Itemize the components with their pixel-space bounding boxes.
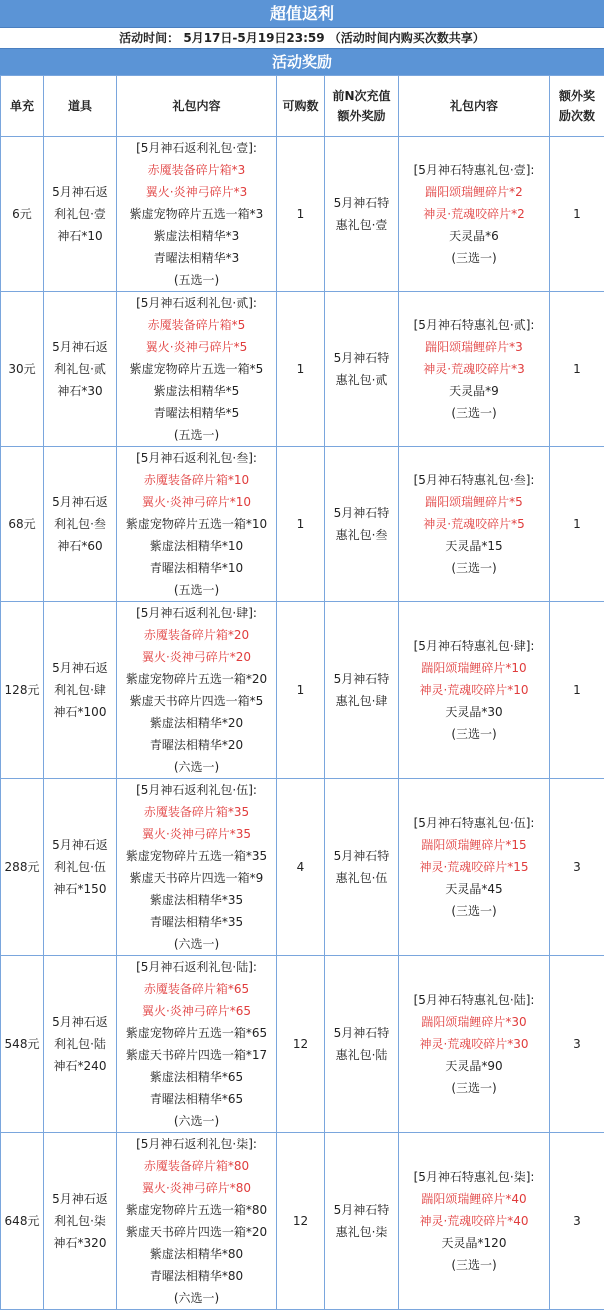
extra-gift-line: (三选一) (451, 904, 497, 918)
gift-line: 翼火·炎神弓碎片*5 (145, 340, 248, 354)
gift-line: [5月神石返利礼包·叁]: (136, 451, 257, 465)
header-limit: 可购数 (277, 76, 325, 137)
gift-line: 赤魇装备碎片箱*80 (143, 1159, 250, 1173)
extra-gift-line: [5月神石特惠礼包·陆]: (413, 993, 535, 1007)
extra-reward (325, 292, 399, 447)
item-line: 5月神石返 (52, 838, 108, 852)
extra-times: 3 (550, 779, 604, 956)
extra-gift-line: (三选一) (451, 406, 497, 420)
gift-line: (五选一) (173, 273, 220, 287)
item-line: 神石*100 (53, 705, 107, 719)
gift-line: 紫虚法相精华*5 (153, 384, 240, 398)
gift-line: 青曜法相精华*10 (149, 561, 244, 575)
extra-reward (325, 956, 399, 1133)
extra-gift-line: [5月神石特惠礼包·贰]: (413, 318, 535, 332)
extra-gift-line: 踹阳颂瑞鲤碎片*10 (421, 661, 527, 675)
extra-gift-line: (三选一) (451, 1258, 497, 1272)
gift-line: 赤魇装备碎片箱*35 (143, 805, 250, 819)
extra-gift-line: [5月神石特惠礼包·叁]: (413, 473, 535, 487)
gift-line: 紫虚宠物碎片五选一箱*35 (125, 849, 268, 863)
header-times-line: 额外奖 (558, 89, 595, 103)
item-line: 利礼包·叁 (54, 517, 106, 531)
gift-line: 赤魇装备碎片箱*65 (143, 982, 250, 996)
purchase-limit: 12 (277, 956, 325, 1133)
purchase-limit: 1 (277, 602, 325, 779)
gift-content (117, 779, 277, 956)
item-cell (44, 292, 117, 447)
extra-times: 1 (550, 447, 604, 602)
gift-line: [5月神石返利礼包·贰]: (136, 296, 257, 310)
extra-gift-line: (三选一) (451, 251, 497, 265)
table-row (1, 447, 604, 602)
header-times-line: 励次数 (558, 109, 595, 123)
gift-content (117, 447, 277, 602)
gift-line: 翼火·炎神弓碎片*3 (145, 185, 248, 199)
gift-content (117, 956, 277, 1133)
item-line: 5月神石返 (52, 1015, 108, 1029)
gift-line: 青曜法相精华*80 (149, 1269, 244, 1283)
table-row (1, 1133, 604, 1310)
item-line: 利礼包·陆 (54, 1037, 106, 1051)
extra-gift-line: 踹阳颂瑞鲤碎片*5 (425, 495, 523, 509)
item-line: 5月神石返 (52, 340, 108, 354)
gift-content (117, 602, 277, 779)
extra-gift-content (399, 779, 550, 956)
purchase-limit: 1 (277, 292, 325, 447)
extra-gift-content (399, 602, 550, 779)
extra-line: 惠礼包·伍 (335, 871, 388, 885)
gift-line: 紫虚天书碎片四选一箱*20 (125, 1225, 268, 1239)
gift-line: (五选一) (173, 583, 220, 597)
item-line: 神石*30 (57, 384, 103, 398)
header-item: 道具 (44, 76, 117, 137)
extra-gift-line: [5月神石特惠礼包·壹]: (413, 163, 535, 177)
header-row (1, 76, 604, 137)
extra-gift-line: 天灵晶*120 (441, 1236, 507, 1250)
gift-line: (五选一) (173, 428, 220, 442)
gift-line: 紫虚宠物碎片五选一箱*10 (125, 517, 268, 531)
gift-line: 翼火·炎神弓碎片*80 (141, 1181, 252, 1195)
gift-content (117, 137, 277, 292)
extra-gift-line: (三选一) (451, 727, 497, 741)
extra-gift-line: 踹阳颂瑞鲤碎片*2 (425, 185, 523, 199)
extra-reward (325, 447, 399, 602)
extra-gift-line: 踹阳颂瑞鲤碎片*15 (421, 838, 527, 852)
extra-gift-line: (三选一) (451, 1081, 497, 1095)
item-line: 神石*240 (53, 1059, 107, 1073)
extra-gift-line: 神灵·荒魂咬碎片*2 (423, 207, 525, 221)
recharge-amount: 128元 (1, 602, 44, 779)
gift-line: 紫虚法相精华*65 (149, 1070, 244, 1084)
gift-line: 紫虚宠物碎片五选一箱*3 (129, 207, 264, 221)
header-gift2: 礼包内容 (399, 76, 550, 137)
extra-times: 3 (550, 1133, 604, 1310)
table-row (1, 292, 604, 447)
recharge-amount: 30元 (1, 292, 44, 447)
recharge-amount: 288元 (1, 779, 44, 956)
gift-line: 青曜法相精华*20 (149, 738, 244, 752)
gift-line: [5月神石返利礼包·伍]: (136, 783, 257, 797)
extra-times: 1 (550, 292, 604, 447)
item-line: 5月神石返 (52, 1192, 108, 1206)
extra-line: 5月神石特 (333, 849, 390, 863)
table-body (1, 137, 604, 1310)
item-line: 5月神石返 (52, 185, 108, 199)
extra-gift-content (399, 956, 550, 1133)
gift-line: 青曜法相精华*5 (153, 406, 240, 420)
extra-gift-line: 天灵晶*90 (445, 1059, 503, 1073)
gift-line: 青曜法相精华*35 (149, 915, 244, 929)
extra-line: 惠礼包·柒 (335, 1225, 388, 1239)
gift-line: 紫虚天书碎片四选一箱*9 (129, 871, 264, 885)
extra-gift-line: [5月神石特惠礼包·肆]: (413, 639, 535, 653)
extra-times: 1 (550, 602, 604, 779)
extra-line: 惠礼包·壹 (335, 218, 388, 232)
gift-line: 翼火·炎神弓碎片*10 (141, 495, 252, 509)
extra-line: 5月神石特 (333, 351, 390, 365)
gift-line: 紫虚天书碎片四选一箱*17 (125, 1048, 268, 1062)
gift-line: (六选一) (173, 760, 220, 774)
extra-gift-line: 天灵晶*45 (445, 882, 503, 896)
table-row (1, 779, 604, 956)
extra-line: 5月神石特 (333, 506, 390, 520)
extra-reward (325, 137, 399, 292)
item-cell (44, 1133, 117, 1310)
extra-times: 3 (550, 956, 604, 1133)
gift-line: 紫虚法相精华*10 (149, 539, 244, 553)
activity-time: 活动时间： 5月17日-5月19日23:59 （活动时间内购买次数共享） (0, 28, 604, 49)
gift-line: 青曜法相精华*65 (149, 1092, 244, 1106)
extra-line: 惠礼包·叁 (335, 528, 388, 542)
extra-gift-line: 神灵·荒魂咬碎片*10 (419, 683, 529, 697)
extra-line: 惠礼包·陆 (335, 1048, 388, 1062)
extra-gift-line: 天灵晶*9 (449, 384, 499, 398)
reward-table (0, 75, 604, 1310)
extra-gift-line: 神灵·荒魂咬碎片*40 (419, 1214, 529, 1228)
recharge-amount: 6元 (1, 137, 44, 292)
recharge-amount: 548元 (1, 956, 44, 1133)
table-row (1, 137, 604, 292)
extra-line: 5月神石特 (333, 1026, 390, 1040)
extra-gift-line: 神灵·荒魂咬碎片*15 (419, 860, 529, 874)
gift-line: 赤魇装备碎片箱*20 (143, 628, 250, 642)
table-row (1, 956, 604, 1133)
gift-line: 紫虚宠物碎片五选一箱*65 (125, 1026, 268, 1040)
extra-gift-content (399, 447, 550, 602)
purchase-limit: 4 (277, 779, 325, 956)
extra-reward (325, 602, 399, 779)
item-cell (44, 447, 117, 602)
gift-line: 紫虚天书碎片四选一箱*5 (129, 694, 264, 708)
extra-gift-line: [5月神石特惠礼包·伍]: (413, 816, 535, 830)
gift-line: 赤魇装备碎片箱*3 (147, 163, 246, 177)
extra-gift-content (399, 137, 550, 292)
gift-line: (六选一) (173, 1291, 220, 1305)
gift-line: 紫虚法相精华*80 (149, 1247, 244, 1261)
extra-line: 5月神石特 (333, 672, 390, 686)
gift-line: 赤魇装备碎片箱*10 (143, 473, 250, 487)
table-row (1, 602, 604, 779)
extra-gift-line: 天灵晶*15 (445, 539, 503, 553)
header-times (550, 76, 604, 137)
gift-line: 紫虚宠物碎片五选一箱*5 (129, 362, 264, 376)
gift-line: [5月神石返利礼包·肆]: (136, 606, 257, 620)
item-cell (44, 602, 117, 779)
header-extra-line: 额外奖励 (337, 109, 386, 123)
item-line: 神石*60 (57, 539, 103, 553)
item-line: 利礼包·肆 (54, 683, 106, 697)
extra-gift-line: 踹阳颂瑞鲤碎片*40 (421, 1192, 527, 1206)
gift-line: 翼火·炎神弓碎片*65 (141, 1004, 252, 1018)
extra-line: 5月神石特 (333, 1203, 390, 1217)
section-title: 活动奖励 (0, 49, 604, 75)
extra-line: 惠礼包·肆 (335, 694, 388, 708)
gift-content (117, 1133, 277, 1310)
extra-gift-line: 天灵晶*6 (449, 229, 499, 243)
extra-reward (325, 1133, 399, 1310)
purchase-limit: 12 (277, 1133, 325, 1310)
gift-line: 翼火·炎神弓碎片*20 (141, 650, 252, 664)
extra-times: 1 (550, 137, 604, 292)
extra-gift-line: (三选一) (451, 561, 497, 575)
gift-line: 紫虚法相精华*20 (149, 716, 244, 730)
item-line: 神石*10 (57, 229, 103, 243)
purchase-limit: 1 (277, 137, 325, 292)
header-gift: 礼包内容 (117, 76, 277, 137)
item-line: 5月神石返 (52, 495, 108, 509)
extra-gift-line: 神灵·荒魂咬碎片*5 (423, 517, 525, 531)
item-line: 利礼包·贰 (54, 362, 106, 376)
gift-line: (六选一) (173, 1114, 220, 1128)
item-line: 利礼包·柒 (54, 1214, 106, 1228)
header-extra (325, 76, 399, 137)
gift-line: 翼火·炎神弓碎片*35 (141, 827, 252, 841)
item-line: 5月神石返 (52, 661, 108, 675)
extra-gift-line: 天灵晶*30 (445, 705, 503, 719)
item-line: 利礼包·伍 (54, 860, 106, 874)
extra-gift-content (399, 1133, 550, 1310)
extra-gift-line: 神灵·荒魂咬碎片*3 (423, 362, 525, 376)
extra-reward (325, 779, 399, 956)
item-line: 利礼包·壹 (54, 207, 106, 221)
gift-line: 紫虚宠物碎片五选一箱*80 (125, 1203, 268, 1217)
gift-line: 赤魇装备碎片箱*5 (147, 318, 246, 332)
header-extra-line: 前N次充值 (332, 89, 391, 103)
recharge-amount: 648元 (1, 1133, 44, 1310)
item-line: 神石*150 (53, 882, 107, 896)
recharge-amount: 68元 (1, 447, 44, 602)
gift-content (117, 292, 277, 447)
extra-gift-line: 踹阳颂瑞鲤碎片*30 (421, 1015, 527, 1029)
gift-line: (六选一) (173, 937, 220, 951)
item-cell (44, 779, 117, 956)
gift-line: [5月神石返利礼包·柒]: (136, 1137, 257, 1151)
purchase-limit: 1 (277, 447, 325, 602)
extra-line: 5月神石特 (333, 196, 390, 210)
extra-line: 惠礼包·贰 (335, 373, 388, 387)
extra-gift-line: [5月神石特惠礼包·柒]: (413, 1170, 535, 1184)
item-line: 神石*320 (53, 1236, 107, 1250)
extra-gift-line: 踹阳颂瑞鲤碎片*3 (425, 340, 523, 354)
extra-gift-content (399, 292, 550, 447)
page-title: 超值返利 (0, 0, 604, 28)
item-cell (44, 137, 117, 292)
gift-line: [5月神石返利礼包·陆]: (136, 960, 257, 974)
gift-line: 青曜法相精华*3 (153, 251, 240, 265)
gift-line: 紫虚法相精华*35 (149, 893, 244, 907)
item-cell (44, 956, 117, 1133)
gift-line: 紫虚法相精华*3 (153, 229, 240, 243)
extra-gift-line: 神灵·荒魂咬碎片*30 (419, 1037, 529, 1051)
gift-line: 紫虚宠物碎片五选一箱*20 (125, 672, 268, 686)
header-recharge: 单充 (1, 76, 44, 137)
gift-line: [5月神石返利礼包·壹]: (136, 141, 257, 155)
